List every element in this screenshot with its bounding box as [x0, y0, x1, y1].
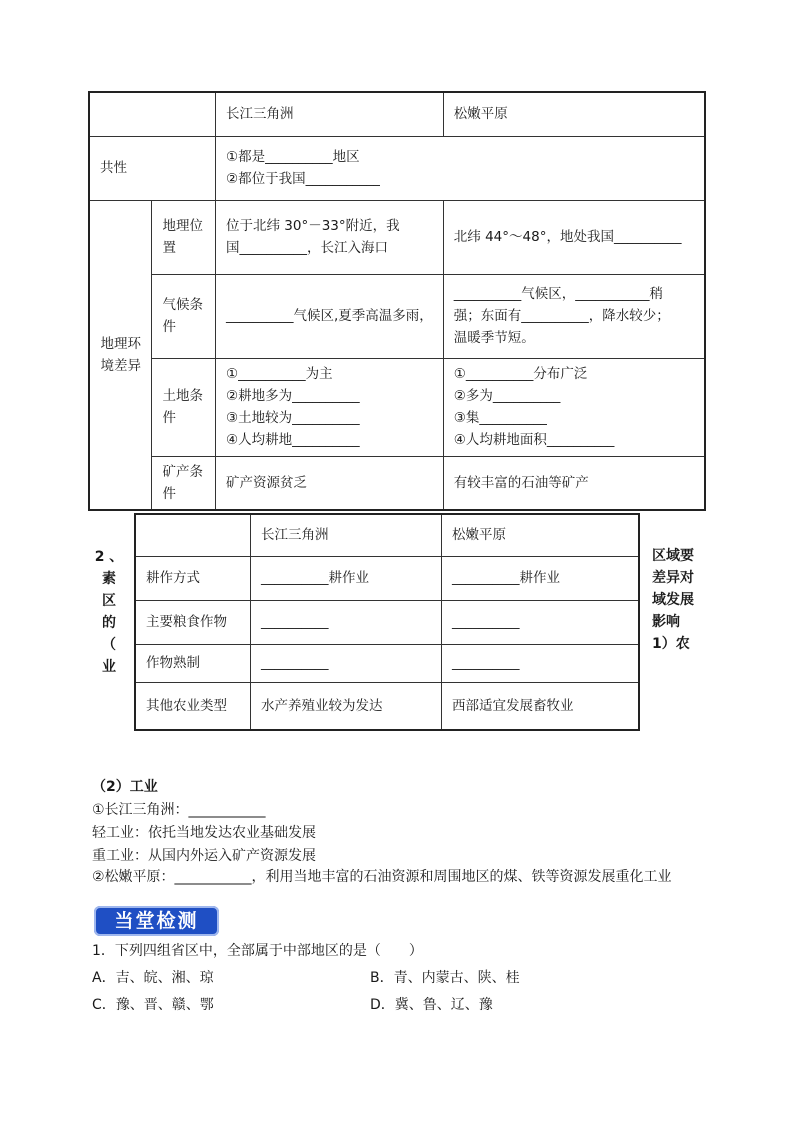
side-text-left	[93, 546, 125, 678]
option-d[interactable]: D．冀、鲁、辽、豫	[370, 997, 493, 1013]
side-line: 1）农	[652, 636, 690, 652]
side-char: （	[102, 637, 116, 653]
common-line-1: ①都是__________地区	[226, 149, 360, 165]
text-line: __________气候区,夏季高温多雨，	[226, 308, 433, 324]
common-content	[216, 136, 706, 200]
header-songnen: 松嫩平原	[443, 92, 705, 136]
text-line: 强；东面有__________，降水较少；	[453, 308, 670, 324]
option-c[interactable]: C．豫、晋、赣、鄂	[92, 997, 214, 1013]
songnen-land	[443, 358, 705, 456]
text-line: 国__________，长江入海口	[226, 240, 388, 256]
row-label-land: 土地条件	[152, 358, 216, 456]
header-yangtze: 长江三角洲	[216, 92, 444, 136]
side-line: 域发展	[652, 592, 694, 608]
side-line: 区域要	[652, 548, 694, 564]
quiz-question: 1．下列四组省区中，全部属于中部地区的是（ ）	[92, 943, 423, 959]
industry-heading: （2）工业	[92, 779, 158, 795]
text-line: ②多为__________	[453, 388, 561, 404]
t2-header-yangtze: 长江三角洲	[251, 514, 442, 556]
industry-line-2: 轻工业：依托当地发达农业基础发展	[92, 825, 316, 841]
yangtze-climate	[216, 274, 444, 358]
t2-yangtze-cell: __________	[251, 600, 442, 644]
option-b[interactable]: B．青、内蒙古、陕、桂	[370, 970, 520, 986]
t2-yangtze-cell: 水产养殖业较为发达	[251, 682, 442, 730]
text-line: 位于北纬 30°－33°附近，我	[226, 218, 400, 234]
text-line: ①__________分布广泛	[453, 366, 588, 382]
text-line: __________气候区，___________稍	[453, 286, 664, 302]
text-line: ②耕地多为__________	[226, 388, 360, 404]
industry-line-3: 重工业：从国内外运入矿产资源发展	[92, 848, 316, 864]
geo-environment-label: 地理环境差异	[89, 200, 152, 510]
agriculture-comparison-table	[134, 513, 640, 731]
side-line: 差异对	[652, 570, 694, 586]
t2-songnen-cell: 西部适宜发展畜牧业	[442, 682, 640, 730]
yangtze-location	[216, 200, 444, 274]
t2-songnen-cell: __________耕作业	[442, 556, 640, 600]
songnen-mineral: 有较丰富的石油等矿产	[443, 456, 705, 510]
text-line: ③土地较为__________	[226, 410, 360, 426]
text-line: ①__________为主	[226, 366, 333, 382]
t2-songnen-cell: __________	[442, 644, 640, 682]
side-char: 的	[102, 615, 116, 631]
common-line-2: ②都位于我国___________	[226, 171, 380, 187]
t2-yangtze-cell: __________	[251, 644, 442, 682]
text-line: ④人均耕地__________	[226, 432, 360, 448]
t2-header-songnen: 松嫩平原	[442, 514, 640, 556]
t2-row-label: 主要粮食作物	[135, 600, 251, 644]
industry-line-4: ②松嫩平原：___________，利用当地丰富的石油资源和周围地区的煤、铁等资源发展重化工业	[92, 869, 672, 885]
row-label-climate: 气候条件	[152, 274, 216, 358]
side-char: 区	[102, 593, 116, 609]
text-line: 北纬 44°～48°，地处我国__________	[453, 229, 682, 245]
region-comparison-table	[88, 91, 706, 511]
text-line: ③集__________	[453, 410, 547, 426]
side-text-right	[652, 545, 712, 655]
common-label: 共性	[89, 136, 216, 200]
yangtze-land	[216, 358, 444, 456]
yangtze-mineral: 矿产资源贫乏	[216, 456, 444, 510]
text-line: 温暖季节短。	[453, 330, 535, 346]
side-line: 影响	[652, 614, 680, 630]
option-a[interactable]: A．吉、皖、湘、琼	[92, 970, 214, 986]
row-label-location: 地理位置	[152, 200, 216, 274]
side-char: 素	[102, 571, 116, 587]
quiz-banner: 当堂检测	[94, 906, 219, 936]
header-empty-cell	[89, 92, 216, 136]
side-char: 2 、	[94, 549, 124, 565]
t2-row-label: 作物熟制	[135, 644, 251, 682]
songnen-climate	[443, 274, 705, 358]
t2-header-empty	[135, 514, 251, 556]
side-char: 业	[102, 659, 116, 675]
industry-line-1: ①长江三角洲：___________	[92, 802, 266, 818]
text-line: ④人均耕地面积__________	[453, 432, 615, 448]
t2-row-label: 其他农业类型	[135, 682, 251, 730]
t2-row-label: 耕作方式	[135, 556, 251, 600]
row-label-mineral: 矿产条件	[152, 456, 216, 510]
songnen-location	[443, 200, 705, 274]
t2-yangtze-cell: __________耕作业	[251, 556, 442, 600]
t2-songnen-cell: __________	[442, 600, 640, 644]
